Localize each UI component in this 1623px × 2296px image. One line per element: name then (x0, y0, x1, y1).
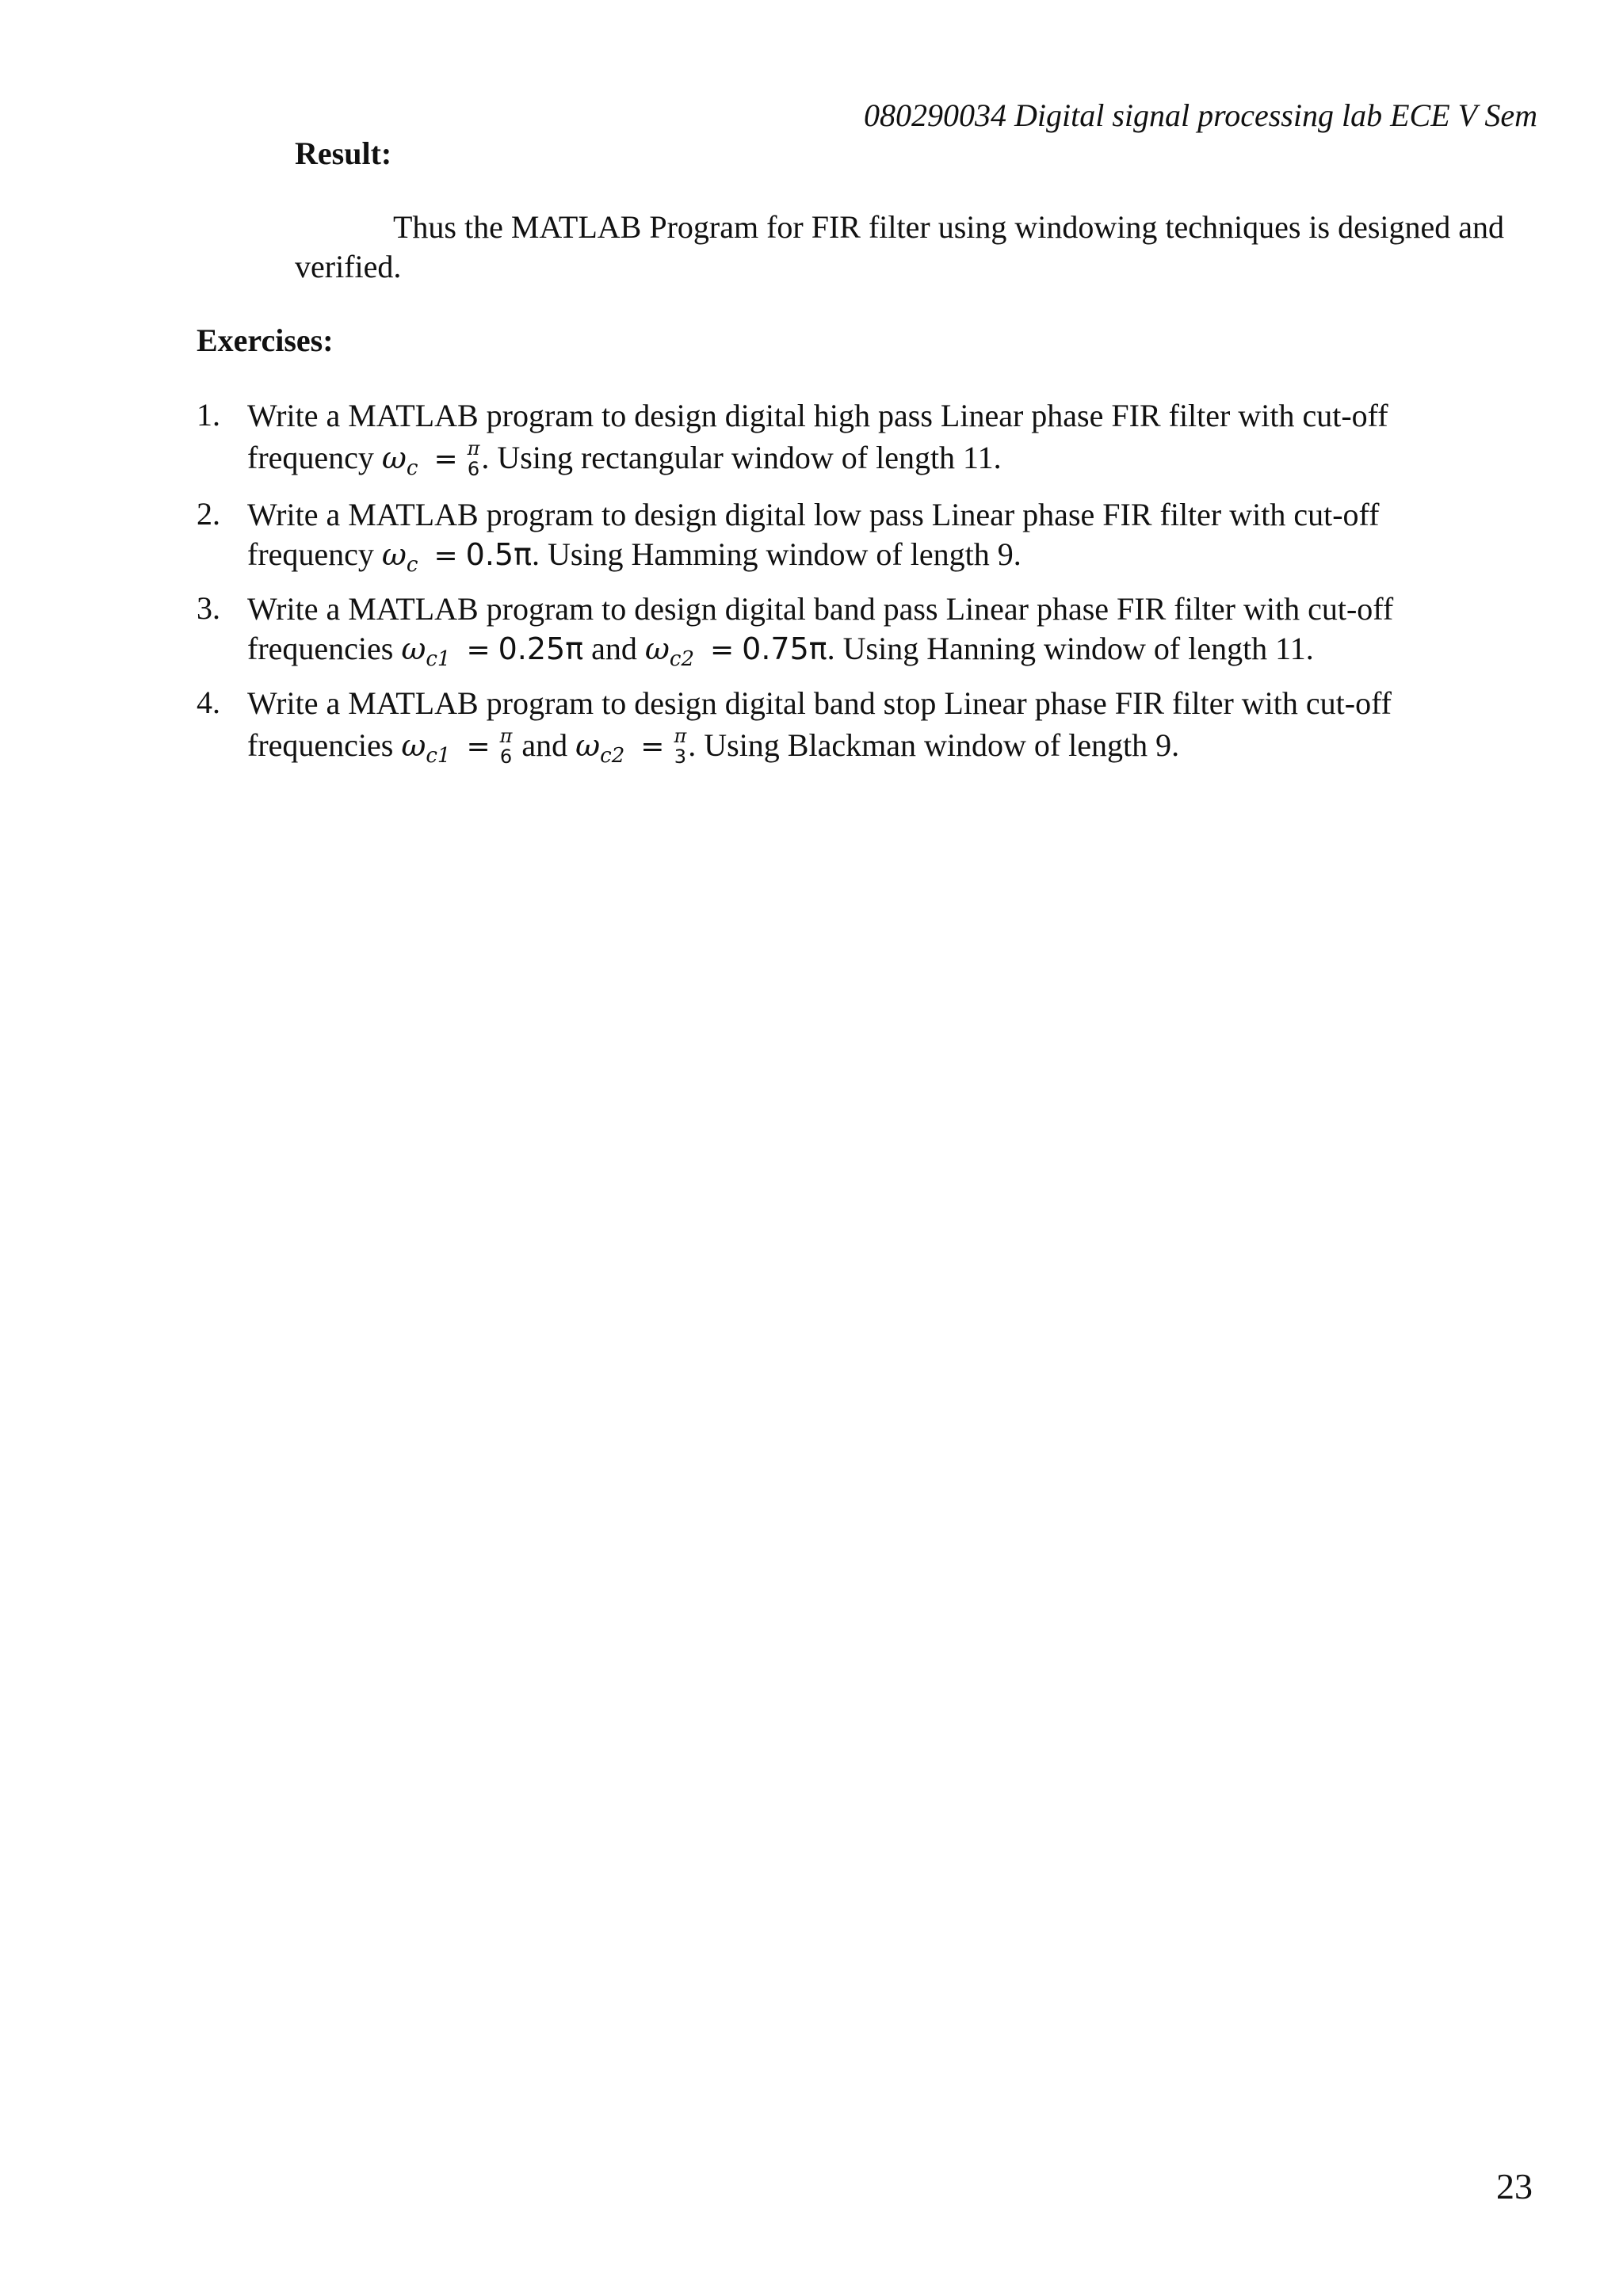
omega-subscript: c1 (426, 744, 451, 768)
page-number: 23 (1496, 2166, 1533, 2206)
exercise-item-2 (197, 495, 1528, 585)
omega-symbol: ω (381, 537, 407, 572)
fraction-denominator: 6 (499, 745, 513, 768)
equals-sign: = (433, 540, 458, 572)
omega-subscript: c (406, 456, 418, 480)
exercise-number: 2. (197, 496, 220, 532)
spec-prefix: frequencies (247, 727, 394, 763)
omega-symbol: ω (401, 728, 426, 763)
spec-prefix: frequency (247, 536, 374, 572)
equals-sign: = (433, 443, 458, 475)
running-header: 080290034 Digital signal processing lab ECE V Sem (864, 97, 1537, 133)
exercise-text: Write a MATLAB program to design digital band stop Linear phase FIR filter with cut-off (247, 685, 1392, 721)
result-heading: Result: (295, 135, 392, 171)
exercise-spec (247, 436, 1528, 490)
spec-suffix: . Using Hamming window of length 9. (531, 536, 1022, 572)
exercises-heading: Exercises: (197, 322, 334, 358)
cutoff-value: 0.5π (465, 537, 532, 572)
equals-sign: = (466, 730, 491, 763)
exercise-number: 1. (197, 397, 220, 433)
exercise-text: Write a MATLAB program to design digital low pass Linear phase FIR filter with cut-off (247, 497, 1380, 532)
fraction (500, 726, 513, 767)
exercise-number: 4. (197, 685, 220, 720)
exercise-list (197, 396, 1528, 783)
spec-suffix: . Using Blackman window of length 9. (688, 727, 1180, 763)
equals-sign: = (466, 634, 491, 666)
omega-symbol: ω (381, 441, 407, 475)
equals-sign: = (710, 634, 735, 666)
fraction-numerator: π (467, 437, 480, 460)
fraction-numerator: π (499, 724, 513, 747)
exercise-number: 3. (197, 590, 220, 626)
omega-subscript: c2 (669, 647, 694, 671)
exercise-spec (247, 629, 1528, 679)
omega-symbol: ω (401, 631, 426, 666)
and-word: and (591, 631, 637, 666)
exercise-spec (247, 723, 1528, 778)
cutoff-value-2: 0.75π (742, 631, 827, 666)
spec-prefix: frequency (247, 440, 374, 475)
fraction (674, 726, 686, 767)
fraction-denominator: 3 (674, 745, 686, 768)
omega-symbol: ω (644, 631, 670, 666)
fraction-numerator: π (674, 724, 687, 747)
fraction-denominator: 6 (467, 457, 480, 480)
spec-suffix: . Using rectangular window of length 11. (481, 440, 1002, 475)
cutoff-value-1: 0.25π (498, 631, 584, 666)
omega-symbol: ω (575, 728, 601, 763)
spec-suffix: . Using Hanning window of length 11. (827, 631, 1314, 666)
omega-subscript: c2 (600, 744, 625, 768)
equals-sign: = (640, 730, 665, 763)
omega-subscript: c (406, 553, 418, 577)
fraction (468, 438, 480, 479)
and-word: and (521, 727, 568, 763)
spec-prefix: frequencies (247, 631, 394, 666)
exercise-item-1 (197, 396, 1528, 490)
result-paragraph: Thus the MATLAB Program for FIR filter using windowing techniques is designed and verified. (295, 209, 1505, 284)
exercise-item-4 (197, 684, 1528, 778)
omega-subscript: c1 (426, 647, 451, 671)
exercise-text: Write a MATLAB program to design digital band pass Linear phase FIR filter with cut-off (247, 591, 1394, 627)
exercise-text: Write a MATLAB program to design digital high pass Linear phase FIR filter with cut-off (247, 398, 1388, 433)
exercise-item-3 (197, 589, 1528, 679)
exercise-spec (247, 535, 1528, 585)
